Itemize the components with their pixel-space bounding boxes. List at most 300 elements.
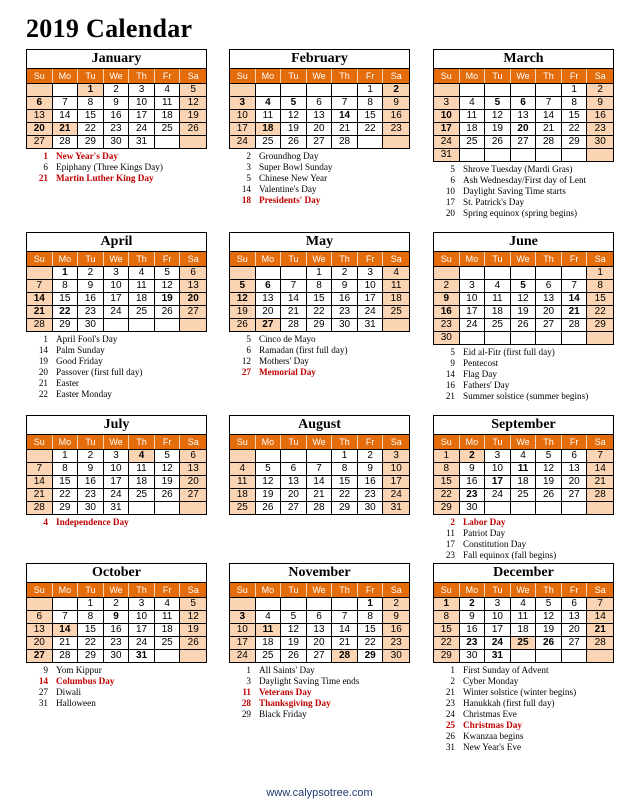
- day-cell: 25: [129, 489, 155, 501]
- week-row: [434, 502, 613, 514]
- holiday-item: [433, 731, 614, 742]
- day-cell: 18: [155, 110, 181, 122]
- day-cell: 21: [587, 476, 613, 488]
- day-cell: 29: [307, 319, 333, 331]
- empty-day-cell: [256, 84, 282, 96]
- day-cell: 13: [562, 463, 588, 475]
- day-cell: 21: [587, 624, 613, 636]
- weekday-header: [434, 252, 613, 267]
- holiday-list: [229, 151, 410, 206]
- weekday-label: Fr: [562, 435, 588, 449]
- weekday-label: Fr: [562, 583, 588, 597]
- weekday-label: Tu: [485, 583, 511, 597]
- day-cell: 30: [78, 319, 104, 331]
- holiday-list: [229, 665, 410, 720]
- empty-day-cell: [485, 332, 511, 344]
- weekday-label: Mo: [460, 583, 486, 597]
- day-cell: 17: [460, 306, 486, 318]
- holiday-name: Cyber Monday: [463, 676, 519, 686]
- holiday-item: [433, 369, 614, 380]
- holiday-item: [433, 698, 614, 709]
- holiday-name: First Sunday of Advent: [463, 665, 549, 675]
- day-cell: 19: [485, 123, 511, 135]
- week-row: [230, 110, 409, 123]
- holiday-item: [433, 742, 614, 753]
- month-table: [229, 563, 410, 663]
- day-cell: 18: [129, 293, 155, 305]
- weekday-label: Su: [230, 69, 256, 83]
- day-cell: 11: [129, 463, 155, 475]
- day-cell: 20: [511, 123, 537, 135]
- day-cell: 10: [358, 280, 384, 292]
- empty-day-cell: [562, 267, 588, 279]
- day-cell: 23: [104, 123, 130, 135]
- weekday-label: Tu: [485, 435, 511, 449]
- day-cell: 14: [53, 110, 79, 122]
- holiday-item: [229, 195, 410, 206]
- day-cell: 4: [129, 267, 155, 279]
- week-row: [434, 476, 613, 489]
- day-cell: 29: [53, 319, 79, 331]
- holiday-name: Yom Kippur: [56, 665, 102, 675]
- day-cell: 2: [587, 84, 613, 96]
- day-cell: 13: [536, 293, 562, 305]
- day-cell: 23: [78, 489, 104, 501]
- empty-day-cell: [460, 332, 486, 344]
- day-cell: 12: [155, 280, 181, 292]
- day-cell: 19: [536, 624, 562, 636]
- month-may: [229, 232, 410, 378]
- day-cell: 18: [511, 476, 537, 488]
- holiday-name: Patriot Day: [463, 528, 506, 538]
- day-cell: 30: [587, 136, 613, 148]
- day-cell: 4: [129, 450, 155, 462]
- day-cell: 28: [332, 650, 358, 662]
- week-row: [27, 502, 206, 514]
- holiday-name: New Year's Eve: [463, 742, 522, 752]
- holiday-date: 1: [246, 665, 251, 675]
- weekday-label: Mo: [256, 252, 282, 266]
- week-row: [27, 637, 206, 650]
- empty-day-cell: [332, 84, 358, 96]
- day-cell: 8: [434, 611, 460, 623]
- day-cell: 16: [460, 624, 486, 636]
- day-cell: 1: [358, 598, 384, 610]
- month-name: December: [434, 564, 613, 583]
- holiday-date: 19: [38, 356, 48, 366]
- day-cell: 7: [332, 97, 358, 109]
- day-cell: 15: [358, 110, 384, 122]
- day-cell: 13: [562, 611, 588, 623]
- day-cell: 19: [536, 476, 562, 488]
- day-cell: 6: [256, 280, 282, 292]
- holiday-item: [229, 173, 410, 184]
- weekday-label: Su: [27, 252, 53, 266]
- empty-day-cell: [230, 450, 256, 462]
- day-cell: 24: [485, 637, 511, 649]
- month-name: June: [434, 233, 613, 252]
- month-table: [229, 415, 410, 515]
- empty-day-cell: [155, 319, 181, 331]
- day-cell: 24: [230, 136, 256, 148]
- day-cell: 22: [434, 637, 460, 649]
- day-cell: 30: [332, 319, 358, 331]
- empty-day-cell: [155, 502, 181, 514]
- holiday-list: [26, 334, 207, 400]
- day-cell: 1: [358, 84, 384, 96]
- day-cell: 28: [53, 136, 79, 148]
- weekday-label: We: [511, 583, 537, 597]
- empty-day-cell: [332, 598, 358, 610]
- day-cell: 16: [78, 476, 104, 488]
- day-cell: 29: [587, 319, 613, 331]
- day-cell: 8: [562, 97, 588, 109]
- month-table: [26, 563, 207, 663]
- holiday-name: Passover (first full day): [56, 367, 143, 377]
- day-cell: 7: [27, 280, 53, 292]
- day-cell: 1: [562, 84, 588, 96]
- weekday-label: Su: [434, 435, 460, 449]
- holiday-date: 22: [38, 389, 48, 399]
- holiday-date: 21: [445, 687, 455, 697]
- day-cell: 8: [434, 463, 460, 475]
- day-cell: 27: [562, 637, 588, 649]
- holiday-list: [433, 164, 614, 219]
- day-cell: 7: [281, 280, 307, 292]
- day-cell: 5: [281, 611, 307, 623]
- empty-day-cell: [536, 650, 562, 662]
- week-row: [230, 293, 409, 306]
- empty-day-cell: [129, 502, 155, 514]
- week-row: [434, 267, 613, 280]
- day-cell: 5: [230, 280, 256, 292]
- holiday-item: [433, 358, 614, 369]
- holiday-date: 21: [445, 391, 455, 401]
- holiday-name: Christmas Day: [463, 720, 522, 730]
- weekday-header: [230, 435, 409, 450]
- month-name: April: [27, 233, 206, 252]
- day-cell: 23: [587, 123, 613, 135]
- day-cell: 21: [27, 489, 53, 501]
- holiday-item: [433, 528, 614, 539]
- holiday-item: [433, 539, 614, 550]
- empty-day-cell: [358, 136, 384, 148]
- empty-day-cell: [536, 84, 562, 96]
- day-cell: 15: [358, 624, 384, 636]
- day-cell: 12: [281, 110, 307, 122]
- day-cell: 24: [434, 136, 460, 148]
- day-cell: 26: [281, 136, 307, 148]
- week-row: [27, 450, 206, 463]
- weekday-label: Th: [129, 583, 155, 597]
- day-cell: 7: [27, 463, 53, 475]
- holiday-name: April Fool's Day: [56, 334, 118, 344]
- day-cell: 10: [434, 110, 460, 122]
- weekday-label: Fr: [358, 69, 384, 83]
- empty-day-cell: [180, 136, 206, 148]
- week-row: [27, 306, 206, 319]
- day-cell: 28: [536, 136, 562, 148]
- empty-day-cell: [485, 502, 511, 514]
- holiday-date: 5: [246, 334, 251, 344]
- day-cell: 3: [129, 84, 155, 96]
- empty-day-cell: [307, 598, 333, 610]
- day-cell: 13: [307, 624, 333, 636]
- month-table: [433, 563, 614, 663]
- day-cell: 27: [536, 319, 562, 331]
- day-cell: 23: [332, 306, 358, 318]
- day-cell: 18: [383, 293, 409, 305]
- day-cell: 13: [180, 463, 206, 475]
- day-cell: 1: [332, 450, 358, 462]
- day-cell: 24: [129, 637, 155, 649]
- day-cell: 15: [434, 624, 460, 636]
- day-cell: 11: [230, 476, 256, 488]
- day-cell: 17: [129, 624, 155, 636]
- day-cell: 7: [307, 463, 333, 475]
- weekday-label: Tu: [485, 252, 511, 266]
- day-cell: 11: [383, 280, 409, 292]
- holiday-item: [229, 345, 410, 356]
- weekday-label: Su: [27, 583, 53, 597]
- empty-day-cell: [587, 149, 613, 161]
- day-cell: 6: [511, 97, 537, 109]
- day-cell: 21: [281, 306, 307, 318]
- week-row: [434, 624, 613, 637]
- day-cell: 27: [27, 650, 53, 662]
- day-cell: 30: [460, 650, 486, 662]
- weekday-label: Mo: [256, 435, 282, 449]
- day-cell: 24: [230, 650, 256, 662]
- day-cell: 18: [155, 624, 181, 636]
- holiday-date: 6: [450, 175, 455, 185]
- holiday-date: 9: [43, 665, 48, 675]
- day-cell: 26: [180, 123, 206, 135]
- day-cell: 13: [256, 293, 282, 305]
- week-row: [434, 149, 613, 161]
- day-cell: 18: [511, 624, 537, 636]
- day-cell: 21: [53, 123, 79, 135]
- day-cell: 27: [256, 319, 282, 331]
- day-cell: 1: [434, 450, 460, 462]
- day-cell: 23: [460, 489, 486, 501]
- day-cell: 24: [358, 306, 384, 318]
- day-cell: 5: [180, 84, 206, 96]
- day-cell: 2: [460, 598, 486, 610]
- day-cell: 15: [78, 624, 104, 636]
- week-row: [434, 463, 613, 476]
- empty-day-cell: [129, 319, 155, 331]
- holiday-date: 28: [241, 698, 251, 708]
- day-cell: 19: [281, 637, 307, 649]
- holiday-item: [26, 345, 207, 356]
- day-cell: 3: [104, 450, 130, 462]
- day-cell: 10: [129, 611, 155, 623]
- month-name: September: [434, 416, 613, 435]
- weekday-label: Tu: [281, 435, 307, 449]
- day-cell: 30: [104, 136, 130, 148]
- weekday-header: [27, 69, 206, 84]
- holiday-name: Fathers' Day: [463, 380, 510, 390]
- holiday-item: [26, 173, 207, 184]
- day-cell: 2: [78, 267, 104, 279]
- empty-day-cell: [485, 267, 511, 279]
- day-cell: 29: [358, 650, 384, 662]
- weekday-label: Th: [129, 435, 155, 449]
- week-row: [230, 611, 409, 624]
- holiday-list: [229, 334, 410, 378]
- day-cell: 12: [536, 611, 562, 623]
- week-row: [230, 463, 409, 476]
- day-cell: 11: [129, 280, 155, 292]
- holiday-item: [26, 334, 207, 345]
- empty-day-cell: [511, 332, 537, 344]
- holiday-name: Presidents' Day: [259, 195, 321, 205]
- day-cell: 25: [511, 489, 537, 501]
- day-cell: 28: [53, 650, 79, 662]
- holiday-item: [26, 676, 207, 687]
- week-row: [434, 611, 613, 624]
- holiday-date: 1: [43, 151, 48, 161]
- day-cell: 22: [587, 306, 613, 318]
- day-cell: 26: [281, 650, 307, 662]
- holiday-date: 24: [445, 709, 455, 719]
- day-cell: 12: [180, 97, 206, 109]
- weekday-label: Fr: [358, 583, 384, 597]
- day-cell: 5: [256, 463, 282, 475]
- day-cell: 5: [511, 280, 537, 292]
- holiday-name: Diwali: [56, 687, 82, 697]
- holiday-date: 6: [43, 162, 48, 172]
- day-cell: 31: [358, 319, 384, 331]
- month-table: [229, 232, 410, 332]
- day-cell: 22: [53, 489, 79, 501]
- weekday-header: [27, 435, 206, 450]
- day-cell: 26: [180, 637, 206, 649]
- week-row: [434, 319, 613, 332]
- holiday-date: 25: [445, 720, 455, 730]
- weekday-label: Su: [230, 583, 256, 597]
- day-cell: 26: [155, 489, 181, 501]
- holiday-item: [433, 208, 614, 219]
- holiday-item: [433, 676, 614, 687]
- day-cell: 21: [307, 489, 333, 501]
- day-cell: 25: [256, 136, 282, 148]
- holiday-list: [433, 665, 614, 753]
- day-cell: 5: [281, 97, 307, 109]
- empty-day-cell: [587, 502, 613, 514]
- day-cell: 5: [155, 450, 181, 462]
- holiday-name: Pentecost: [463, 358, 499, 368]
- week-row: [434, 489, 613, 502]
- day-cell: 28: [587, 489, 613, 501]
- day-cell: 15: [587, 293, 613, 305]
- day-cell: 31: [434, 149, 460, 161]
- weekday-label: Tu: [78, 583, 104, 597]
- holiday-name: Flag Day: [463, 369, 497, 379]
- day-cell: 16: [460, 476, 486, 488]
- weekday-label: Fr: [155, 69, 181, 83]
- day-cell: 11: [155, 97, 181, 109]
- day-cell: 22: [307, 306, 333, 318]
- weekday-label: Su: [434, 252, 460, 266]
- holiday-item: [26, 378, 207, 389]
- day-cell: 19: [155, 476, 181, 488]
- empty-day-cell: [155, 136, 181, 148]
- day-cell: 22: [562, 123, 588, 135]
- holiday-list: [433, 517, 614, 561]
- month-table: [433, 415, 614, 515]
- weekday-label: Mo: [460, 252, 486, 266]
- day-cell: 27: [511, 136, 537, 148]
- holiday-name: Epiphany (Three Kings Day): [56, 162, 163, 172]
- day-cell: 20: [307, 123, 333, 135]
- day-cell: 26: [536, 489, 562, 501]
- week-row: [27, 123, 206, 136]
- day-cell: 19: [256, 489, 282, 501]
- day-cell: 6: [562, 598, 588, 610]
- day-cell: 8: [78, 97, 104, 109]
- day-cell: 10: [485, 463, 511, 475]
- holiday-date: 9: [450, 358, 455, 368]
- weekday-label: We: [511, 435, 537, 449]
- empty-day-cell: [281, 267, 307, 279]
- day-cell: 6: [180, 450, 206, 462]
- day-cell: 22: [78, 123, 104, 135]
- month-january: [26, 49, 207, 184]
- empty-day-cell: [460, 149, 486, 161]
- day-cell: 29: [53, 502, 79, 514]
- day-cell: 7: [587, 450, 613, 462]
- footer-url[interactable]: www.calypsotree.com: [266, 787, 373, 799]
- day-cell: 24: [104, 306, 130, 318]
- day-cell: 15: [562, 110, 588, 122]
- week-row: [27, 136, 206, 148]
- day-cell: 15: [78, 110, 104, 122]
- holiday-date: 29: [241, 709, 251, 719]
- day-cell: 19: [511, 306, 537, 318]
- weekday-label: We: [511, 252, 537, 266]
- day-cell: 27: [281, 502, 307, 514]
- empty-day-cell: [383, 319, 409, 331]
- weekday-label: Su: [230, 252, 256, 266]
- day-cell: 18: [256, 637, 282, 649]
- holiday-date: 14: [241, 184, 251, 194]
- day-cell: 11: [485, 293, 511, 305]
- weekday-label: Th: [129, 252, 155, 266]
- day-cell: 16: [332, 293, 358, 305]
- empty-day-cell: [230, 598, 256, 610]
- day-cell: 17: [129, 110, 155, 122]
- empty-day-cell: [53, 84, 79, 96]
- weekday-label: Tu: [78, 69, 104, 83]
- empty-day-cell: [27, 267, 53, 279]
- day-cell: 4: [511, 598, 537, 610]
- week-row: [230, 267, 409, 280]
- day-cell: 22: [358, 123, 384, 135]
- day-cell: 27: [180, 306, 206, 318]
- day-cell: 11: [460, 110, 486, 122]
- day-cell: 20: [307, 637, 333, 649]
- empty-day-cell: [460, 267, 486, 279]
- day-cell: 10: [104, 463, 130, 475]
- day-cell: 31: [383, 502, 409, 514]
- month-table: [433, 49, 614, 162]
- day-cell: 14: [332, 624, 358, 636]
- holiday-date: 23: [445, 550, 455, 560]
- weekday-label: Sa: [594, 71, 606, 81]
- day-cell: 14: [27, 293, 53, 305]
